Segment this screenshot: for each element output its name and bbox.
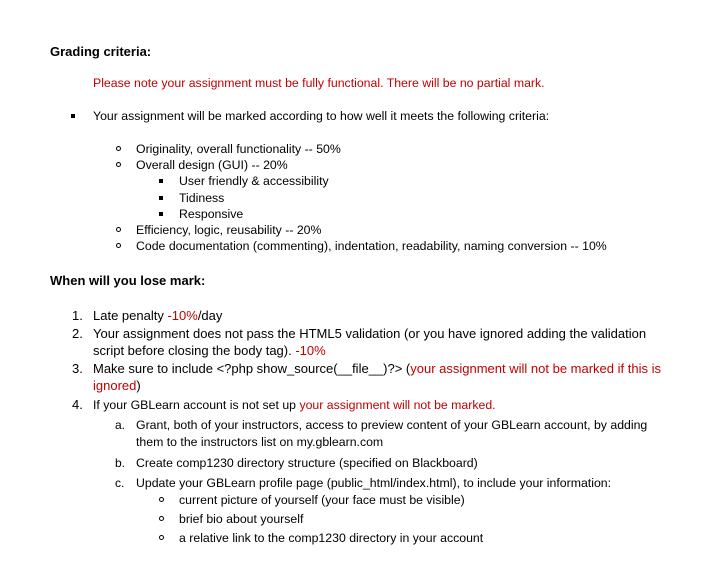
circle-bullet-icon: [116, 162, 121, 167]
circle-bullet-icon: [159, 535, 164, 540]
lose-item-validation-line2: script before closing the body tag). -10%: [93, 343, 326, 358]
lose-item-show-source-line2: ignored): [93, 378, 141, 393]
square-bullet-icon: [71, 114, 75, 118]
lose-item-gblearn: If your GBLearn account is not set up your assignment will not be marked.: [93, 398, 496, 412]
list-number: 1.: [72, 308, 83, 323]
sub-item-grant-line2: them to the instructors list on my.gblearn.com: [136, 435, 384, 449]
lose-item-validation-line1: Your assignment does not pass the HTML5 validation (or you have ignored adding the validation: [93, 326, 647, 341]
design-subitem: Tidiness: [179, 191, 225, 205]
lose-item-late: Late penalty -10%/day: [93, 308, 223, 323]
square-bullet-icon: [159, 212, 163, 216]
grading-heading: Grading criteria:: [50, 44, 152, 59]
square-bullet-icon: [159, 196, 163, 200]
sub-item-grant-line1: Grant, both of your instructors, access to preview content of your GBLearn account, by adding: [136, 418, 648, 432]
list-number: 3.: [72, 361, 83, 376]
circle-bullet-icon: [116, 227, 121, 232]
design-subitem: User friendly & accessibility: [179, 174, 329, 188]
list-letter: a.: [115, 418, 126, 432]
profile-item: current picture of yourself (your face must be visible): [179, 493, 465, 507]
sub-item-profile: Update your GBLearn profile page (public_html/index.html), to include your information:: [136, 476, 612, 490]
square-bullet-icon: [159, 179, 163, 183]
list-letter: c.: [115, 476, 125, 490]
circle-bullet-icon: [159, 497, 164, 502]
criteria-item: Overall design (GUI) -- 20%: [136, 158, 288, 172]
circle-bullet-icon: [116, 146, 121, 151]
lose-item-show-source-line1: Make sure to include <?php show_source(__file__)?> (your assignment will not be marked if this is: [93, 361, 661, 376]
profile-item: brief bio about yourself: [179, 512, 304, 526]
grading-intro: Your assignment will be marked according to how well it meets the following criteria:: [93, 109, 550, 123]
lose-heading: When will you lose mark:: [50, 273, 206, 288]
criteria-item: Efficiency, logic, reusability -- 20%: [136, 223, 322, 237]
list-number: 4.: [72, 397, 83, 412]
list-number: 2.: [72, 326, 83, 341]
profile-item: a relative link to the comp1230 directory in your account: [179, 531, 484, 545]
grading-note: Please note your assignment must be fully functional. There will be no partial mark.: [93, 76, 545, 90]
circle-bullet-icon: [159, 516, 164, 521]
criteria-item: Code documentation (commenting), indentation, readability, naming conversion -- 10%: [136, 239, 607, 253]
circle-bullet-icon: [116, 243, 121, 248]
criteria-item: Originality, overall functionality -- 50%: [136, 142, 341, 156]
design-subitem: Responsive: [179, 207, 244, 221]
list-letter: b.: [115, 456, 126, 470]
sub-item-directory: Create comp1230 directory structure (specified on Blackboard): [136, 456, 478, 470]
